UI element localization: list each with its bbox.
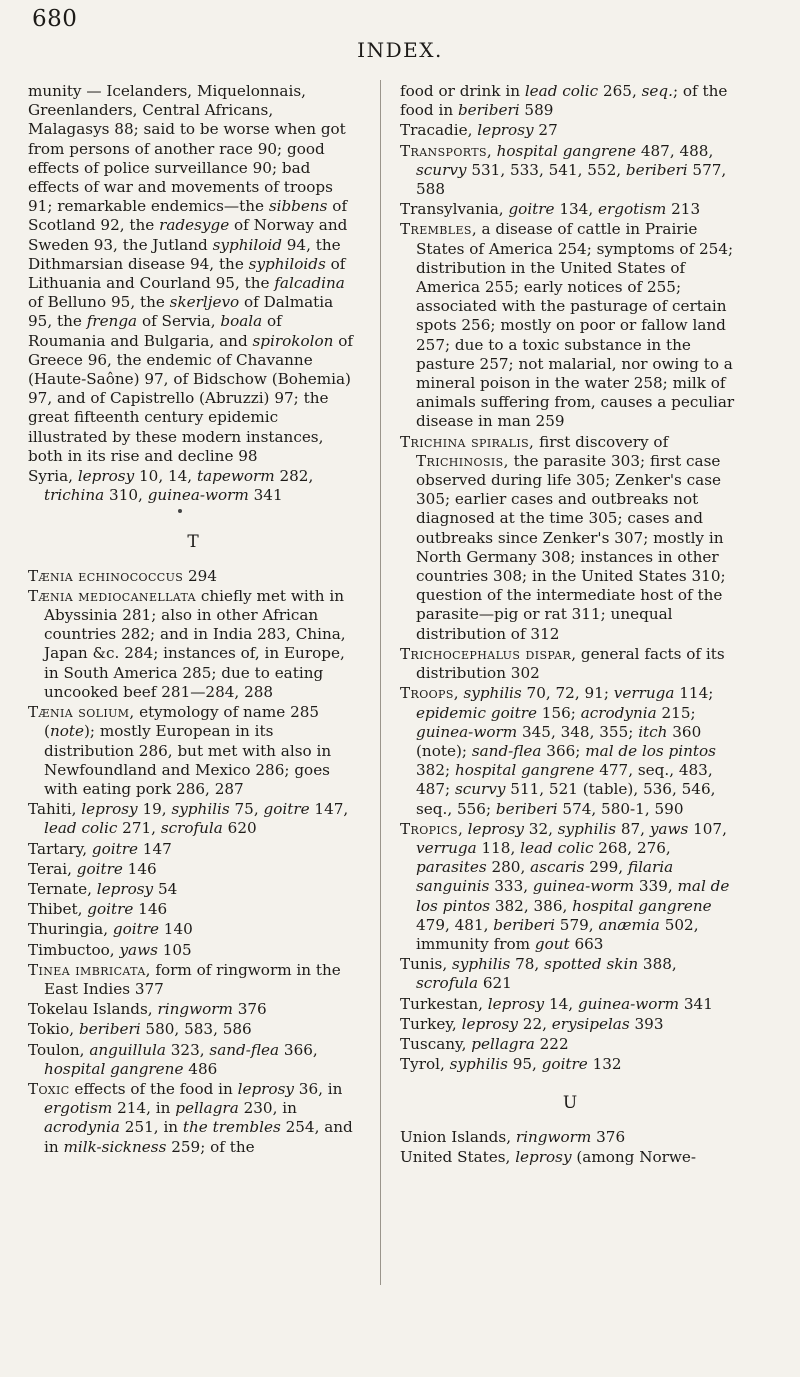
index-entry-tokio: Tokio, beriberi 580, 583, 586: [28, 1020, 252, 1039]
index-entry-thibet: Thibet, goitre 146: [28, 900, 168, 919]
right-column: [400, 82, 740, 1168]
index-entry-taenia-echinococcus: Tænia echinococcus 294: [28, 566, 218, 585]
index-entry-union-islands: Union Islands, ringworm 376: [400, 1127, 626, 1146]
index-entry-turkestan: Turkestan, leprosy 14, guinea-worm 341: [400, 994, 713, 1013]
index-entry-taenia-mediocanellata: Tænia mediocanellata chiefly met with in Abyssinia 281; also in other African countries 282; and in India 283, China, Japan &c. 284; instances of, in Europe, in South America 285; due to eating uncooked beef 281—284, 288: [28, 586, 346, 701]
index-entry-troops: Troops, syphilis 70, 72, 91; verruga 114; epidemic goitre 156; acrodynia 215; guinea-worm 345, 348, 355; itch 360 (note); sand-flea 366; mal de los pintos 382; hospital gangrene 477, seq., 483, 487; scurvy 511, 521 (table), 536, 546, seq., 556; beriberi 574, 580-1, 590: [400, 684, 716, 818]
index-entry-toulon: Toulon, anguillula 323, sand-flea 366, hospital gangrene 486: [28, 1040, 318, 1078]
index-entry-tokelau: Tokelau Islands, ringworm 376: [28, 1000, 267, 1019]
index-entry-timbuctoo: Timbuctoo, yaws 105: [28, 940, 192, 959]
index-entry-tyrol: Tyrol, syphilis 95, goitre 132: [400, 1055, 622, 1074]
left-column: [28, 82, 358, 1158]
index-entry-transylvania: Transylvania, goitre 134, ergotism 213: [400, 200, 701, 219]
index-entry-thuringia: Thuringia, goitre 140: [28, 920, 193, 939]
index-entry-transports: Transports, hospital gangrene 487, 488, scurvy 531, 533, 541, 552, beriberi 577, 588: [400, 141, 727, 199]
index-entry-tunis: Tunis, syphilis 78, spotted skin 388, scrofula 621: [400, 955, 677, 993]
index-entry-tinea-imbricata: Tinea imbricata, form of ringworm in the East Indies 377: [28, 960, 341, 998]
index-entry-continued: munity — Icelanders, Miquelonnais, Greenlanders, Central Africans, Malagasys 88; said to be worse when got from persons of another race 90; good effects of police surveillance 90; bad effects of war and movements of troops 91; remarkable endemics—the sibbens of Scotland 92, the radesyge of Norway and Sweden 93, the Jutland syphiloid 94, the Dithmarsian disease 94, the syphiloids of Lithuania and Courland 95, the falcadina of Belluno 95, the skerljevo of Dalmatia 95, the frenga of Servia, boala of Roumania and Bulgaria, and spirokolon of Greece 96, the endemic of Chavanne (Haute-Saône) 97, of Bidschow (Bohemia) 97, and of Capistrello (Abruzzi) 97; the great fifteenth century epidemic illustrated by these modern instances, both in its rise and decline 98: [28, 82, 354, 465]
index-entry-terai: Terai, goitre 146: [28, 859, 157, 878]
index-entry-trichocephalus: Trichocephalus dispar, general facts of its distribution 302: [400, 644, 725, 683]
index-entry-tropics: Tropics, leprosy 32, syphilis 87, yaws 107, verruga 118, lead colic 268, 276, parasites 280, ascaris 299, filaria sanguinis 333, guinea-worm 339, mal de los pintos 382, 386, hospital gangrene 479, 481, beriberi 579, anæmia 502, immunity from gout 663: [400, 819, 730, 953]
index-entry-tartary: Tartary, goitre 147: [28, 839, 172, 858]
page-number: 680: [32, 6, 78, 32]
index-entry-ternate: Ternate, leprosy 54: [28, 879, 178, 898]
index-entry-tuscany: Tuscany, pellagra 222: [400, 1034, 569, 1053]
index-entry-trembles: Trembles, a disease of cattle in Prairie States of America 254; symptoms of 254; distribution in the United States of America 255; early notices of 255; associated with the pasturage of certain spots 256; mostly on poor or fallow land 257; due to a toxic substance in the pasture 257; not malarial, nor owing to a mineral poison in the water 258; milk of animals suffering from, causes a peculiar disease in man 259: [400, 220, 735, 431]
section-letter-u: U: [562, 1093, 578, 1114]
section-letter-t: T: [187, 532, 199, 553]
index-entry-continued: food or drink in lead colic 265, seq.; of the food in beriberi 589: [400, 82, 728, 120]
column-divider: [380, 80, 381, 1285]
index-entry-taenia-solium: Tænia solium, etymology of name 285 (note); mostly European in its distribution 286, but met with also in Newfoundland and Mexico 286; goes with eating pork 286, 287: [28, 703, 332, 798]
index-entry-toxic: Toxic effects of the food in leprosy 36, in ergotism 214, in pellagra 230, in acrodynia 251, in the trembles 254, and in milk-sickness 259; of the: [28, 1079, 353, 1156]
index-entry-syria: Syria, leprosy 10, 14, tapeworm 282, trichina 310, guinea-worm 341: [28, 467, 314, 505]
index-entry-tracadie: Tracadie, leprosy 27: [400, 121, 558, 140]
index-entry-trichina: Trichina spiralis, first discovery of Trichinosis, the parasite 303; first case observed during life 305; Zenker's case 305; earlier cases and outbreaks not diagnosed at the time 305; cases and outbreaks since Zenker's 307; mostly in North Germany 308; instances in other countries 308; in the United States 310; question of the intermediate host of the parasite—pig or rat 311; unequal distribution of 312: [400, 432, 726, 643]
index-entry-turkey: Turkey, leprosy 22, erysipelas 393: [400, 1014, 664, 1033]
running-head: INDEX.: [357, 38, 443, 62]
index-entry-tahiti: Tahiti, leprosy 19, syphilis 75, goitre 147, lead colic 271, scrofula 620: [28, 800, 349, 838]
stray-dot: [178, 509, 182, 513]
index-entry-united-states: United States, leprosy (among Norwe-: [400, 1147, 697, 1166]
